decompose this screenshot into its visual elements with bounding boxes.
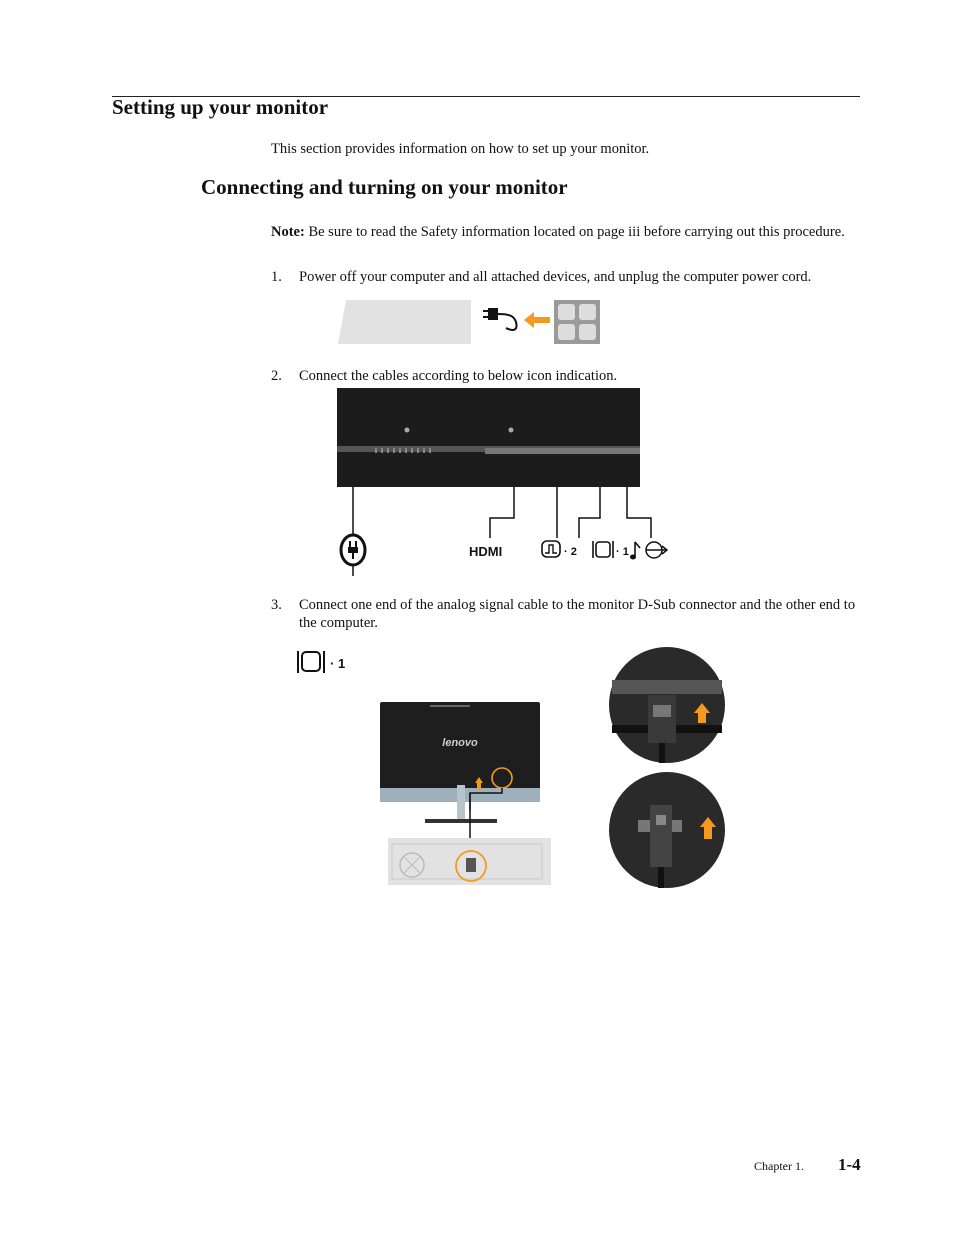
detail-cable-zoom <box>609 772 725 888</box>
power-plug-icon <box>483 308 517 330</box>
section-intro: This section provides information on how to set up your monitor. <box>271 141 650 157</box>
step-text: Connect one end of the analog signal cable to the monitor D-Sub connector and the other end to the computer. <box>299 597 856 631</box>
power-port-icon <box>341 535 365 565</box>
vga-port-icon <box>298 651 324 673</box>
callout-lines <box>353 487 651 576</box>
section-title: Setting up your monitor <box>112 95 329 119</box>
vga-connection-figure <box>290 645 730 890</box>
note-text: Be sure to read the Safety information located on page iii before carrying out this procedure. <box>304 224 845 240</box>
audio-out-icon <box>630 542 667 560</box>
monitor-back-view <box>380 702 540 823</box>
brand-logo: lenovo <box>442 737 478 749</box>
vga-port-number: · 1 <box>616 546 629 558</box>
vga-port-icon <box>593 541 613 558</box>
unplug-power-figure <box>338 298 602 346</box>
note-label: Note: <box>271 224 305 240</box>
step-text: Power off your computer and all attached devices, and unplug the computer power cord. <box>299 269 812 285</box>
step-number: 2. <box>271 368 282 384</box>
hdmi-label: HDMI <box>469 544 503 559</box>
wall-outlet-icon <box>554 300 600 344</box>
monitor-port-panel <box>337 388 640 487</box>
step-number: 1. <box>271 269 282 285</box>
step-text: Connect the cables according to below icon indication. <box>299 368 618 384</box>
displayport-number: · 2 <box>564 546 577 558</box>
step-1 <box>271 268 871 288</box>
step-number: 3. <box>271 597 282 613</box>
unplug-arrow-icon <box>524 312 550 328</box>
subsection-title: Connecting and turning on your monitor <box>201 175 568 199</box>
footer-chapter: Chapter 1. <box>754 1159 804 1173</box>
computer-outline <box>338 300 471 344</box>
step-2 <box>271 367 871 387</box>
computer-back-view <box>388 838 551 885</box>
ports-figure <box>335 388 670 578</box>
step-3 <box>271 596 861 636</box>
displayport-icon <box>542 541 560 557</box>
detail-monitor-port-zoom <box>609 647 725 763</box>
vga-label: · 1 <box>330 656 346 671</box>
footer-page-number: 1-4 <box>838 1155 861 1174</box>
note-paragraph <box>271 222 851 242</box>
